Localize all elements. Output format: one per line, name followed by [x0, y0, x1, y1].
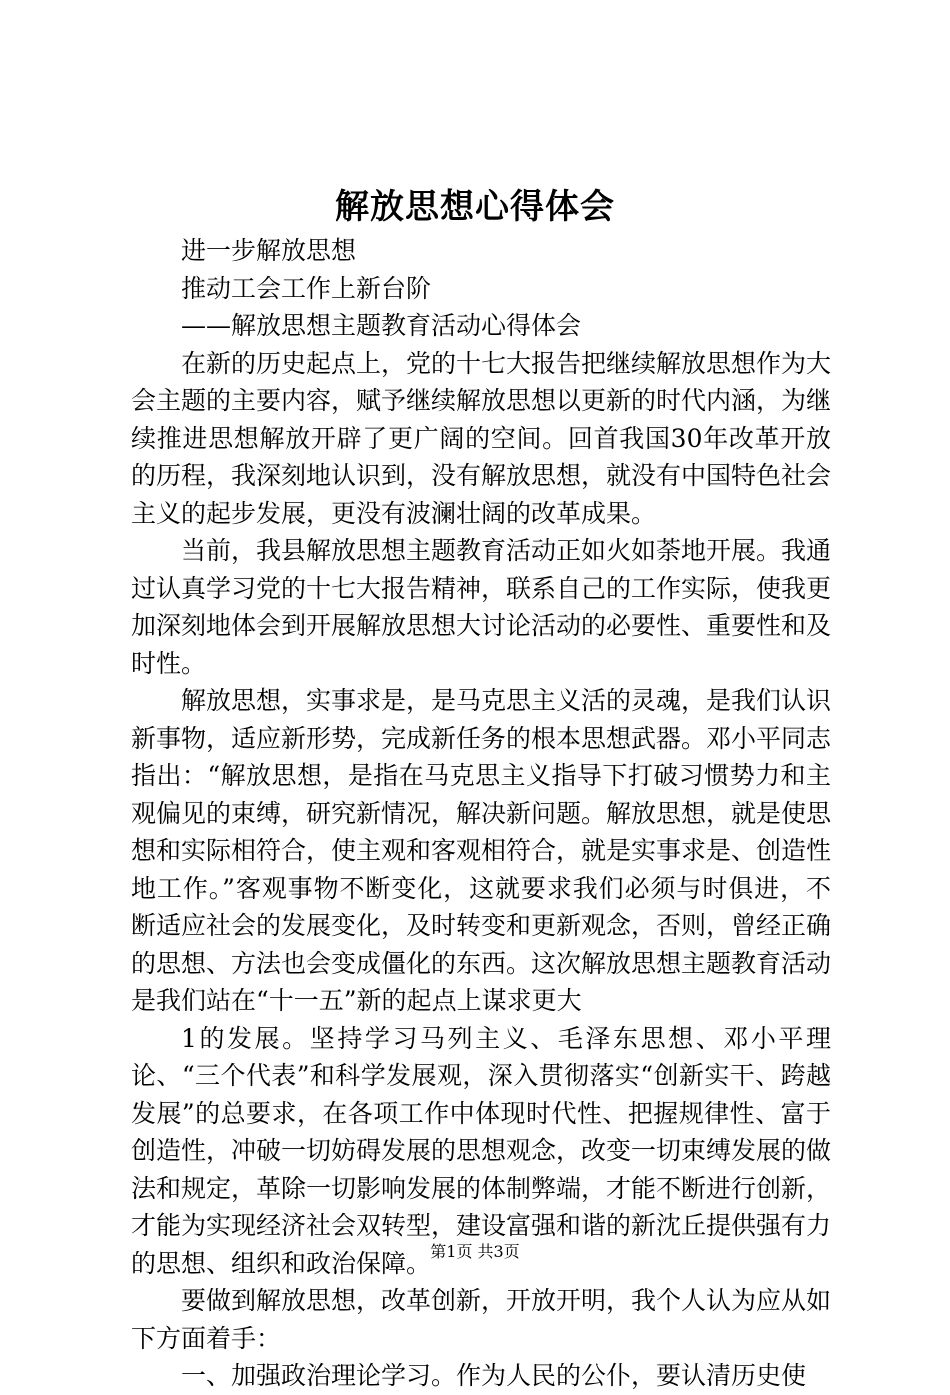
paragraph-1: 在新的历史起点上，党的十七大报告把继续解放思想作为大会主题的主要内容，赋予继续解放思想以更新的时代内涵，为继续推进思想解放开辟了更广阔的空间。回首我国30年改革开放的历程，我深刻地认识到，没有解放思想，就没有中国特色社会主义的起步发展，更没有波澜壮阔的改革成果。 — [131, 348, 832, 528]
paragraph-2: 当前，我县解放思想主题教育活动正如火如荼地开展。我通过认真学习党的十七大报告精神，联系自己的工作实际，使我更加深刻地体会到开展解放思想大讨论活动的必要性、重要性和及时性。 — [131, 536, 832, 678]
paragraph-4: 1的发展。坚持学习马列主义、毛泽东思想、邓小平理论、“三个代表”和科学发展观，深入贯彻落实“创新实干、跨越发展”的总要求，在各项工作中体现时代性、把握规律性、富于创造性，冲破一切妨碍发展的思想观念，改变一切束缚发展的做法和规定，革除一切影响发展的体制弊端，才能不断进行创新，才能为实现经济社会双转型，建设富强和谐的新沈丘提供强有力的思想、组织和政治保障。 — [131, 1023, 832, 1278]
paragraph-subtitle-3: ——解放思想主题教育活动心得体会 — [181, 311, 582, 340]
paragraph-5: 要做到解放思想，改革创新，开放开明，我个人认为应从如下方面着手： — [131, 1286, 832, 1353]
paragraph-subtitle-1: 进一步解放思想 — [181, 236, 357, 265]
page-footer: 第1页 共3页 — [430, 1242, 520, 1261]
document-body — [131, 232, 831, 1395]
paragraph-6: 一、加强政治理论学习。作为人民的公仆，要认清历史使 — [181, 1361, 807, 1390]
paragraph-subtitle-2: 推动工会工作上新台阶 — [181, 273, 432, 303]
document-title: 解放思想心得体会 — [335, 187, 615, 227]
paragraph-3: 解放思想，实事求是，是马克思主义活的灵魂，是我们认识新事物，适应新形势，完成新任务的根本思想武器。邓小平同志指出：“解放思想，是指在马克思主义指导下打破习惯势力和主观偏见的束缚，研究新情况，解决新问题。解放思想，就是使思想和实际相符合，使主观和客观相符合，就是实事求是、创造性地工作。”客观事物不断变化，这就要求我们必须与时俱进，不断适应社会的发展变化，及时转变和更新观念，否则，曾经正确的思想、方法也会变成僵化的东西。这次解放思想主题教育活动是我们站在“十一五”新的起点上谋求更大 — [131, 686, 832, 1015]
